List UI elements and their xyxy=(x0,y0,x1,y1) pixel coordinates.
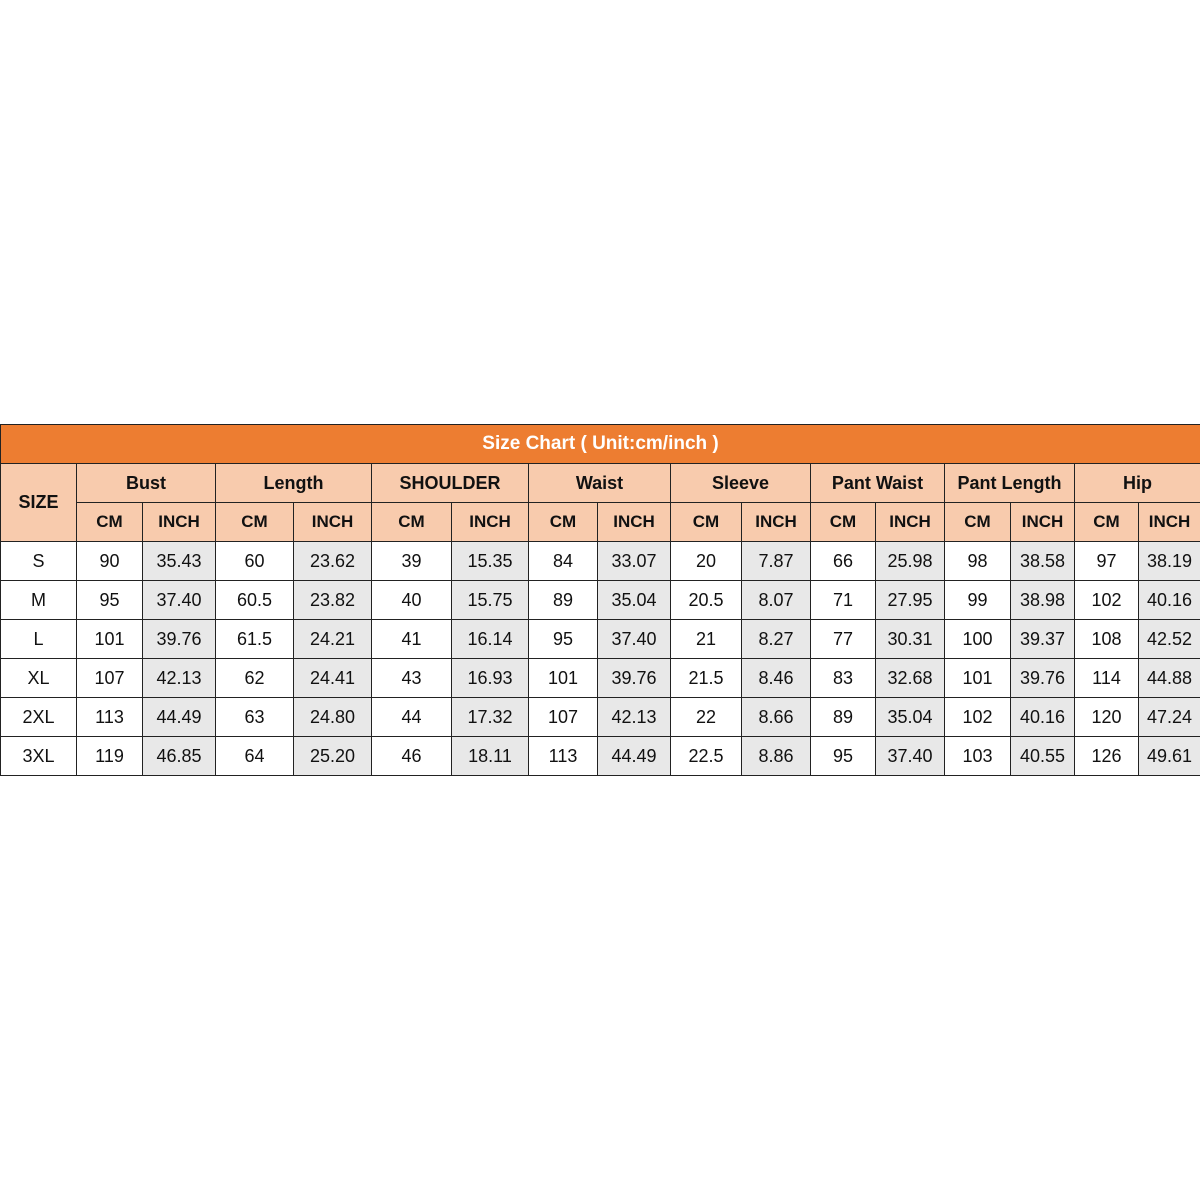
shoulder-cm-value: 40 xyxy=(372,581,452,620)
waist-cm-value: 89 xyxy=(529,581,598,620)
waist-cm-value: 101 xyxy=(529,659,598,698)
pant-waist-cm-value: 83 xyxy=(811,659,876,698)
shoulder-inch-value: 15.75 xyxy=(452,581,529,620)
sleeve-inch-value: 8.86 xyxy=(742,737,811,776)
unit-header-sleeve-inch: INCH xyxy=(742,503,811,542)
length-inch-value: 23.62 xyxy=(294,542,372,581)
shoulder-inch-value: 16.14 xyxy=(452,620,529,659)
header-bust: Bust xyxy=(77,464,216,503)
shoulder-cm-value: 44 xyxy=(372,698,452,737)
waist-inch-value: 35.04 xyxy=(598,581,671,620)
pant-length-cm-value: 100 xyxy=(945,620,1011,659)
header-length: Length xyxy=(216,464,372,503)
header-pant-waist: Pant Waist xyxy=(811,464,945,503)
sleeve-inch-value: 8.07 xyxy=(742,581,811,620)
pant-length-cm-value: 101 xyxy=(945,659,1011,698)
sleeve-cm-value: 20 xyxy=(671,542,742,581)
shoulder-cm-value: 39 xyxy=(372,542,452,581)
bust-inch-value: 44.49 xyxy=(143,698,216,737)
hip-inch-value: 38.19 xyxy=(1139,542,1200,581)
bust-inch-value: 39.76 xyxy=(143,620,216,659)
pant-length-cm-value: 98 xyxy=(945,542,1011,581)
length-inch-value: 24.41 xyxy=(294,659,372,698)
length-cm-value: 61.5 xyxy=(216,620,294,659)
unit-header-pant-length-inch: INCH xyxy=(1011,503,1075,542)
unit-header-hip-inch: INCH xyxy=(1139,503,1200,542)
chart-title: Size Chart ( Unit:cm/inch ) xyxy=(1,425,1200,464)
hip-cm-value: 126 xyxy=(1075,737,1139,776)
length-inch-value: 25.20 xyxy=(294,737,372,776)
length-cm-value: 63 xyxy=(216,698,294,737)
sleeve-cm-value: 21 xyxy=(671,620,742,659)
unit-header-shoulder-cm: CM xyxy=(372,503,452,542)
waist-inch-value: 33.07 xyxy=(598,542,671,581)
pant-waist-inch-value: 37.40 xyxy=(876,737,945,776)
sleeve-cm-value: 20.5 xyxy=(671,581,742,620)
length-cm-value: 60 xyxy=(216,542,294,581)
pant-waist-inch-value: 32.68 xyxy=(876,659,945,698)
pant-waist-inch-value: 30.31 xyxy=(876,620,945,659)
waist-inch-value: 39.76 xyxy=(598,659,671,698)
pant-waist-inch-value: 25.98 xyxy=(876,542,945,581)
sleeve-inch-value: 8.27 xyxy=(742,620,811,659)
pant-length-inch-value: 38.98 xyxy=(1011,581,1075,620)
bust-cm-value: 119 xyxy=(77,737,143,776)
pant-waist-inch-value: 27.95 xyxy=(876,581,945,620)
bust-inch-value: 35.43 xyxy=(143,542,216,581)
size-row xyxy=(1,620,1200,659)
unit-header-pant-length-cm: CM xyxy=(945,503,1011,542)
sleeve-cm-value: 21.5 xyxy=(671,659,742,698)
bust-cm-value: 107 xyxy=(77,659,143,698)
unit-header-sleeve-cm: CM xyxy=(671,503,742,542)
size-chart-table xyxy=(0,424,1200,776)
unit-header-waist-cm: CM xyxy=(529,503,598,542)
waist-cm-value: 95 xyxy=(529,620,598,659)
sleeve-inch-value: 7.87 xyxy=(742,542,811,581)
length-inch-value: 24.21 xyxy=(294,620,372,659)
header-sleeve: Sleeve xyxy=(671,464,811,503)
header-waist: Waist xyxy=(529,464,671,503)
waist-inch-value: 44.49 xyxy=(598,737,671,776)
hip-inch-value: 47.24 xyxy=(1139,698,1200,737)
unit-header-bust-inch: INCH xyxy=(143,503,216,542)
size-column-header: SIZE xyxy=(1,464,77,542)
length-inch-value: 24.80 xyxy=(294,698,372,737)
header-shoulder: SHOULDER xyxy=(372,464,529,503)
size-label: M xyxy=(1,581,77,620)
pant-length-inch-value: 40.55 xyxy=(1011,737,1075,776)
hip-cm-value: 114 xyxy=(1075,659,1139,698)
waist-inch-value: 42.13 xyxy=(598,698,671,737)
size-label: 3XL xyxy=(1,737,77,776)
unit-header-waist-inch: INCH xyxy=(598,503,671,542)
size-row xyxy=(1,698,1200,737)
pant-waist-cm-value: 71 xyxy=(811,581,876,620)
header-hip: Hip xyxy=(1075,464,1200,503)
bust-inch-value: 46.85 xyxy=(143,737,216,776)
pant-length-inch-value: 40.16 xyxy=(1011,698,1075,737)
unit-header-hip-cm: CM xyxy=(1075,503,1139,542)
pant-length-inch-value: 38.58 xyxy=(1011,542,1075,581)
shoulder-inch-value: 17.32 xyxy=(452,698,529,737)
length-inch-value: 23.82 xyxy=(294,581,372,620)
sleeve-cm-value: 22.5 xyxy=(671,737,742,776)
waist-cm-value: 84 xyxy=(529,542,598,581)
bust-cm-value: 101 xyxy=(77,620,143,659)
size-row xyxy=(1,542,1200,581)
bust-cm-value: 90 xyxy=(77,542,143,581)
shoulder-cm-value: 46 xyxy=(372,737,452,776)
unit-header-pant-waist-cm: CM xyxy=(811,503,876,542)
length-cm-value: 62 xyxy=(216,659,294,698)
size-label: XL xyxy=(1,659,77,698)
sleeve-inch-value: 8.66 xyxy=(742,698,811,737)
hip-inch-value: 42.52 xyxy=(1139,620,1200,659)
hip-inch-value: 44.88 xyxy=(1139,659,1200,698)
pant-length-cm-value: 103 xyxy=(945,737,1011,776)
size-row xyxy=(1,581,1200,620)
waist-cm-value: 107 xyxy=(529,698,598,737)
shoulder-inch-value: 15.35 xyxy=(452,542,529,581)
size-label: S xyxy=(1,542,77,581)
pant-length-cm-value: 102 xyxy=(945,698,1011,737)
size-row xyxy=(1,737,1200,776)
pant-waist-cm-value: 95 xyxy=(811,737,876,776)
bust-cm-value: 113 xyxy=(77,698,143,737)
hip-cm-value: 120 xyxy=(1075,698,1139,737)
length-cm-value: 64 xyxy=(216,737,294,776)
unit-header-length-cm: CM xyxy=(216,503,294,542)
pant-length-inch-value: 39.37 xyxy=(1011,620,1075,659)
hip-cm-value: 97 xyxy=(1075,542,1139,581)
bust-inch-value: 42.13 xyxy=(143,659,216,698)
waist-inch-value: 37.40 xyxy=(598,620,671,659)
unit-header-shoulder-inch: INCH xyxy=(452,503,529,542)
waist-cm-value: 113 xyxy=(529,737,598,776)
bust-inch-value: 37.40 xyxy=(143,581,216,620)
sleeve-inch-value: 8.46 xyxy=(742,659,811,698)
pant-length-inch-value: 39.76 xyxy=(1011,659,1075,698)
header-pant-length: Pant Length xyxy=(945,464,1075,503)
sleeve-cm-value: 22 xyxy=(671,698,742,737)
hip-cm-value: 108 xyxy=(1075,620,1139,659)
size-label: L xyxy=(1,620,77,659)
size-label: 2XL xyxy=(1,698,77,737)
pant-waist-inch-value: 35.04 xyxy=(876,698,945,737)
unit-header-length-inch: INCH xyxy=(294,503,372,542)
shoulder-cm-value: 43 xyxy=(372,659,452,698)
length-cm-value: 60.5 xyxy=(216,581,294,620)
shoulder-inch-value: 18.11 xyxy=(452,737,529,776)
unit-header-bust-cm: CM xyxy=(77,503,143,542)
bust-cm-value: 95 xyxy=(77,581,143,620)
pant-waist-cm-value: 66 xyxy=(811,542,876,581)
shoulder-inch-value: 16.93 xyxy=(452,659,529,698)
pant-waist-cm-value: 89 xyxy=(811,698,876,737)
pant-length-cm-value: 99 xyxy=(945,581,1011,620)
unit-header-pant-waist-inch: INCH xyxy=(876,503,945,542)
hip-cm-value: 102 xyxy=(1075,581,1139,620)
shoulder-cm-value: 41 xyxy=(372,620,452,659)
hip-inch-value: 49.61 xyxy=(1139,737,1200,776)
size-row xyxy=(1,659,1200,698)
hip-inch-value: 40.16 xyxy=(1139,581,1200,620)
pant-waist-cm-value: 77 xyxy=(811,620,876,659)
